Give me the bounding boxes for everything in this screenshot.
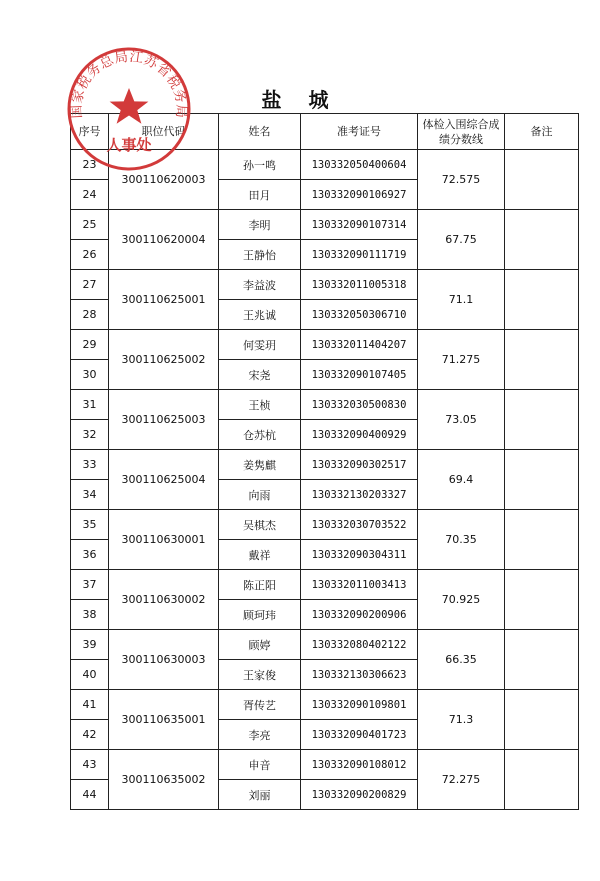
- table-row: [71, 210, 579, 240]
- candidate-name: 何雯玥: [219, 330, 301, 360]
- header-name: 姓名: [219, 114, 301, 150]
- candidate-name: 李亮: [219, 720, 301, 750]
- exam-id: 130332090200906: [301, 600, 418, 630]
- candidate-name: 姜隽麒: [219, 450, 301, 480]
- exam-id: 130332030500830: [301, 390, 418, 420]
- score-line: 66.35: [418, 630, 505, 690]
- candidate-name: 宋尧: [219, 360, 301, 390]
- position-code: 300110620003: [109, 150, 219, 210]
- score-line: 73.05: [418, 390, 505, 450]
- page-title: 盐 城: [261, 88, 339, 112]
- row-index: 33: [71, 450, 109, 480]
- position-code: 300110635002: [109, 750, 219, 810]
- score-line: 71.3: [418, 690, 505, 750]
- candidate-name: 王静怡: [219, 240, 301, 270]
- row-index: 43: [71, 750, 109, 780]
- exam-id: 130332090304311: [301, 540, 418, 570]
- candidate-name: 向雨: [219, 480, 301, 510]
- score-line: 71.1: [418, 270, 505, 330]
- row-index: 41: [71, 690, 109, 720]
- row-index: 26: [71, 240, 109, 270]
- row-index: 24: [71, 180, 109, 210]
- exam-id: 130332090111719: [301, 240, 418, 270]
- row-index: 31: [71, 390, 109, 420]
- row-index: 44: [71, 780, 109, 810]
- candidate-name: 李明: [219, 210, 301, 240]
- row-index: 35: [71, 510, 109, 540]
- candidate-name: 王兆诚: [219, 300, 301, 330]
- score-line: 70.925: [418, 570, 505, 630]
- candidate-name: 陈正阳: [219, 570, 301, 600]
- header-exam-id: 准考证号: [301, 114, 418, 150]
- exam-id: 130332090107405: [301, 360, 418, 390]
- row-index: 39: [71, 630, 109, 660]
- remarks: [505, 450, 579, 510]
- table-row: [71, 630, 579, 660]
- candidate-name: 胥传艺: [219, 690, 301, 720]
- exam-id: 130332050306710: [301, 300, 418, 330]
- row-index: 30: [71, 360, 109, 390]
- exam-id: 130332130306623: [301, 660, 418, 690]
- position-code: 300110635001: [109, 690, 219, 750]
- position-code: 300110625003: [109, 390, 219, 450]
- candidate-name: 戴祥: [219, 540, 301, 570]
- remarks: [505, 690, 579, 750]
- score-line: 70.35: [418, 510, 505, 570]
- exam-id: 130332090108012: [301, 750, 418, 780]
- position-code: 300110625004: [109, 450, 219, 510]
- exam-id: 130332090106927: [301, 180, 418, 210]
- table-row: [71, 750, 579, 780]
- header-row: [71, 114, 579, 150]
- score-line: 72.275: [418, 750, 505, 810]
- exam-id: 130332090109801: [301, 690, 418, 720]
- exam-id: 130332090200829: [301, 780, 418, 810]
- table-row: [71, 330, 579, 360]
- exam-id: 130332011005318: [301, 270, 418, 300]
- header-remarks: 备注: [505, 114, 579, 150]
- remarks: [505, 570, 579, 630]
- exam-id: 130332090400929: [301, 420, 418, 450]
- score-line: 69.4: [418, 450, 505, 510]
- remarks: [505, 510, 579, 570]
- exam-id: 130332090302517: [301, 450, 418, 480]
- exam-id: 130332090401723: [301, 720, 418, 750]
- header-index: 序号: [71, 114, 109, 150]
- row-index: 37: [71, 570, 109, 600]
- exam-id: 130332011404207: [301, 330, 418, 360]
- position-code: 300110625001: [109, 270, 219, 330]
- row-index: 32: [71, 420, 109, 450]
- row-index: 27: [71, 270, 109, 300]
- row-index: 34: [71, 480, 109, 510]
- remarks: [505, 210, 579, 270]
- candidate-name: 王桢: [219, 390, 301, 420]
- seal-ring-text: 国家税务总局江苏省税务局: [68, 48, 190, 119]
- position-code: 300110630001: [109, 510, 219, 570]
- position-code: 300110630003: [109, 630, 219, 690]
- candidate-name: 刘丽: [219, 780, 301, 810]
- exam-id: 130332050400604: [301, 150, 418, 180]
- remarks: [505, 630, 579, 690]
- remarks: [505, 270, 579, 330]
- candidate-name: 申音: [219, 750, 301, 780]
- candidate-name: 顾珂玮: [219, 600, 301, 630]
- header-score-line: 体检入围综合成绩分数线: [418, 114, 505, 150]
- header-position-code: 职位代码: [109, 114, 219, 150]
- position-code: 300110625002: [109, 330, 219, 390]
- row-index: 23: [71, 150, 109, 180]
- row-index: 36: [71, 540, 109, 570]
- position-code: 300110630002: [109, 570, 219, 630]
- exam-id: 130332011003413: [301, 570, 418, 600]
- score-line: 67.75: [418, 210, 505, 270]
- table-row: [71, 570, 579, 600]
- exam-id: 130332130203327: [301, 480, 418, 510]
- candidate-name: 田月: [219, 180, 301, 210]
- row-index: 28: [71, 300, 109, 330]
- table-row: [71, 450, 579, 480]
- remarks: [505, 750, 579, 810]
- candidate-name: 孙一鸣: [219, 150, 301, 180]
- table-row: [71, 510, 579, 540]
- table-row: [71, 390, 579, 420]
- exam-id: 130332080402122: [301, 630, 418, 660]
- table-row: [71, 270, 579, 300]
- remarks: [505, 390, 579, 450]
- row-index: 42: [71, 720, 109, 750]
- candidate-name: 顾婷: [219, 630, 301, 660]
- candidate-name: 仓苏杭: [219, 420, 301, 450]
- score-line: 71.275: [418, 330, 505, 390]
- exam-id: 130332030703522: [301, 510, 418, 540]
- table-row: [71, 150, 579, 180]
- candidate-name: 吴棋杰: [219, 510, 301, 540]
- remarks: [505, 150, 579, 210]
- score-line: 72.575: [418, 150, 505, 210]
- candidate-name: 李益波: [219, 270, 301, 300]
- table-row: [71, 690, 579, 720]
- remarks: [505, 330, 579, 390]
- exam-id: 130332090107314: [301, 210, 418, 240]
- table-body: [71, 150, 579, 810]
- results-table: [70, 113, 579, 810]
- row-index: 29: [71, 330, 109, 360]
- position-code: 300110620004: [109, 210, 219, 270]
- candidate-name: 王家俊: [219, 660, 301, 690]
- row-index: 38: [71, 600, 109, 630]
- row-index: 25: [71, 210, 109, 240]
- row-index: 40: [71, 660, 109, 690]
- seal-center-text: 人事处: [106, 136, 152, 154]
